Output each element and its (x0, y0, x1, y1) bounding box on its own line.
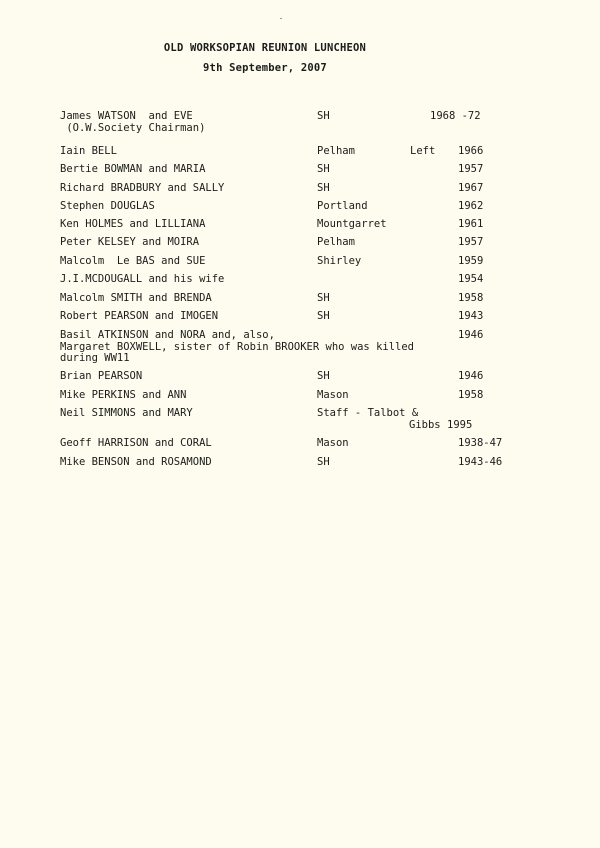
attendee-year: 1968 -72 (430, 110, 481, 122)
attendee-house: SH (317, 110, 330, 122)
attendee-year: 1961 (458, 218, 484, 230)
attendee-name: Robert PEARSON and IMOGEN (60, 310, 219, 322)
attendee-year: 1943 (458, 310, 484, 322)
attendee-house: SH (317, 182, 330, 194)
paper-speck (280, 18, 282, 19)
attendee-name: Brian PEARSON (60, 370, 143, 382)
attendee-year: 1957 (458, 163, 484, 175)
attendee-house: Pelham (317, 145, 355, 157)
attendee-name: Bertie BOWMAN and MARIA (60, 163, 206, 175)
attendee-year: 1995 (447, 419, 473, 431)
attendee-year: 1954 (458, 273, 484, 285)
attendee-year: 1957 (458, 236, 484, 248)
attendee-name: Geoff HARRISON and CORAL (60, 437, 212, 449)
attendee-year: 1946 (458, 329, 484, 341)
attendee-name: Iain BELL (60, 145, 117, 157)
attendee-year: 1943-46 (458, 456, 503, 468)
attendee-name: James WATSON and EVE (60, 110, 193, 122)
attendee-year: 1938-47 (458, 437, 503, 449)
attendee-house: SH (317, 292, 330, 304)
attendee-name: Stephen DOUGLAS (60, 200, 155, 212)
attendee-name: Malcolm SMITH and BRENDA (60, 292, 212, 304)
attendee-note: (O.W.Society Chairman) (60, 122, 206, 134)
attendee-house: SH (317, 310, 330, 322)
attendee-year: 1967 (458, 182, 484, 194)
attendee-name: Malcolm Le BAS and SUE (60, 255, 206, 267)
attendee-year: 1958 (458, 389, 484, 401)
attendee-name: Ken HOLMES and LILLIANA (60, 218, 206, 230)
attendee-name-line3: during WW11 (60, 352, 130, 364)
attendee-name: Mike PERKINS and ANN (60, 389, 187, 401)
attendee-house: Pelham (317, 236, 355, 248)
attendee-name-line2: Margaret BOXWELL, sister of Robin BROOKER who was killed (60, 341, 415, 353)
attendee-year: 1959 (458, 255, 484, 267)
attendee-house: Mountgarret (317, 218, 387, 230)
document-title: OLD WORKSOPIAN REUNION LUNCHEON (163, 42, 367, 54)
attendee-name: Mike BENSON and ROSAMOND (60, 456, 212, 468)
attendee-house: SH (317, 370, 330, 382)
attendee-name: J.I.MCDOUGALL and his wife (60, 273, 225, 285)
attendee-house-line2: Gibbs (409, 419, 441, 431)
attendee-year: 1966 (458, 145, 484, 157)
attendee-name: Peter KELSEY and MOIRA (60, 236, 200, 248)
document-date: 9th September, 2007 (203, 62, 327, 74)
attendee-name: Neil SIMMONS and MARY (60, 407, 193, 419)
attendee-name: Richard BRADBURY and SALLY (60, 182, 225, 194)
attendee-entry (0, 456, 600, 516)
attendee-house: Shirley (317, 255, 362, 267)
attendee-name: Basil ATKINSON and NORA and, also, (60, 329, 275, 341)
attendee-house: SH (317, 163, 330, 175)
attendee-house: SH (317, 456, 330, 468)
attendee-house: Mason (317, 437, 349, 449)
attendee-house: Portland (317, 200, 368, 212)
attendee-extra: Left (410, 145, 436, 157)
attendee-house: Staff - Talbot & (317, 407, 419, 419)
attendee-year: 1962 (458, 200, 484, 212)
attendee-year: 1958 (458, 292, 484, 304)
attendee-year: 1946 (458, 370, 484, 382)
attendee-house: Mason (317, 389, 349, 401)
